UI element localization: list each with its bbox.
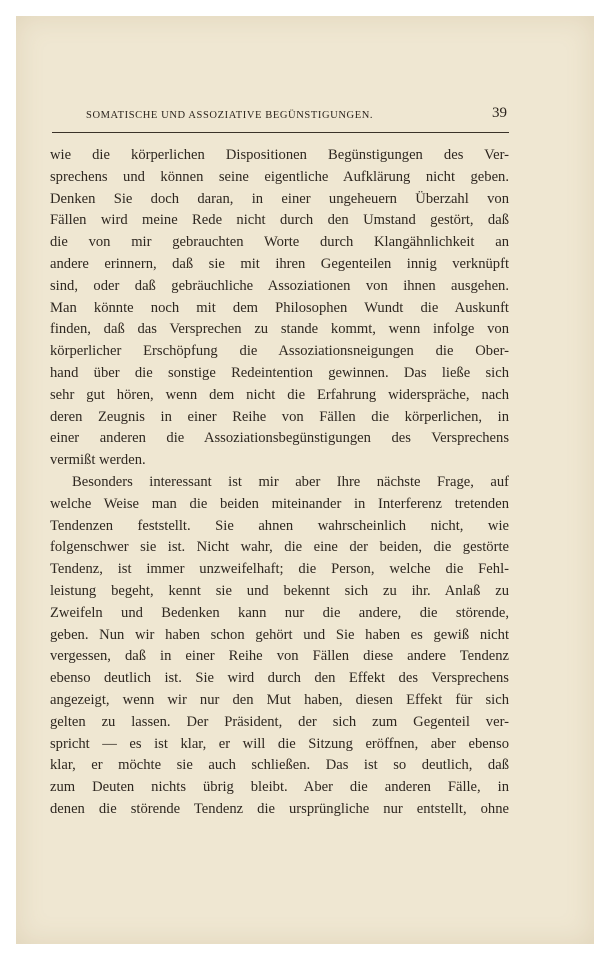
text-line: Besonders interessant ist mir aber Ihre nächste Frage, auf [72,473,509,490]
paragraph-1 [50,145,509,472]
text-line: einer anderen die Assoziationsbegünstigungen des Versprechens [50,430,509,447]
text-line: zum Deuten nichts übrig bleibt. Aber die anderen Fälle, in [50,779,509,796]
text-line: sehr gut hören, wenn dem nicht die Erfahrung widerspräche, nach [50,386,509,403]
text-line: Zweifeln und Bedenken kann nur die andere, die störende, [50,604,509,621]
text-line: Tendenzen feststellt. Sie ahnen wahrscheinlich nicht, wie [50,517,509,534]
text-line: geben. Nun wir haben schon gehört und Sie haben es gewiß nicht [50,626,509,643]
book-page [16,16,594,944]
page-number: 39 [492,105,507,121]
text-line: klar, er möchte sie auch schließen. Das ist so deutlich, daß [50,757,509,774]
text-line: hand über die sonstige Redeintention gewinnen. Das ließe sich [50,364,509,381]
paragraph-2 [50,472,509,821]
text-line: denen die störende Tendenz die ursprüngliche nur entstellt, ohne [50,800,509,817]
running-head: SOMATISCHE UND ASSOZIATIVE BEGÜNSTIGUNGEN. [86,110,374,121]
text-line: die von mir gebrauchten Worte durch Klangähnlichkeit an [50,234,509,251]
text-line: sind, oder daß gebräuchliche Assoziationen von ihnen ausgehen. [50,277,509,294]
page-header [52,96,509,133]
text-line: folgenschwer sie ist. Nicht wahr, die eine der beiden, die gestörte [50,539,509,556]
text-line: sprechens und können seine eigentliche Aufklärung nicht geben. [50,168,509,185]
text-line: Denken Sie doch daran, in einer ungeheuern Überzahl von [50,190,509,207]
text-line: Man könnte noch mit dem Philosophen Wundt die Auskunft [50,299,509,316]
text-line: Tendenz, ist immer unzweifelhaft; die Person, welche die Fehl- [50,561,509,578]
text-line: welche Weise man die beiden miteinander in Interferenz tretenden [50,495,509,512]
text-line: gelten zu lassen. Der Präsident, der sich zum Gegenteil ver- [50,713,509,730]
body-text [50,145,509,821]
text-line: spricht — es ist klar, er will die Sitzung eröffnen, aber ebenso [50,735,509,752]
text-line: vermißt werden. [50,452,146,469]
text-line: wie die körperlichen Dispositionen Begünstigungen des Ver- [50,147,509,163]
text-line: finden, daß das Versprechen zu stande kommt, wenn infolge von [50,321,509,338]
text-line: andere erinnern, daß sie mit ihren Gegenteilen innig verknüpft [50,255,509,272]
text-line: ebenso deutlich ist. Sie wird durch den Effekt des Versprechens [50,670,509,687]
text-line: Fällen wird meine Rede nicht durch den Umstand gestört, daß [50,212,509,229]
text-line: körperlicher Erschöpfung die Assoziationsneigungen die Ober- [50,343,509,360]
text-line: deren Zeugnis in einer Reihe von Fällen die körperlichen, in [50,408,509,425]
text-line: vergessen, daß in einer Reihe von Fällen diese andere Tendenz [50,648,509,665]
text-line: angezeigt, wenn wir nur den Mut haben, diesen Effekt für sich [50,691,509,708]
text-line: leistung begeht, kennt sie und bekennt sich zu ihr. Anlaß zu [50,582,509,599]
